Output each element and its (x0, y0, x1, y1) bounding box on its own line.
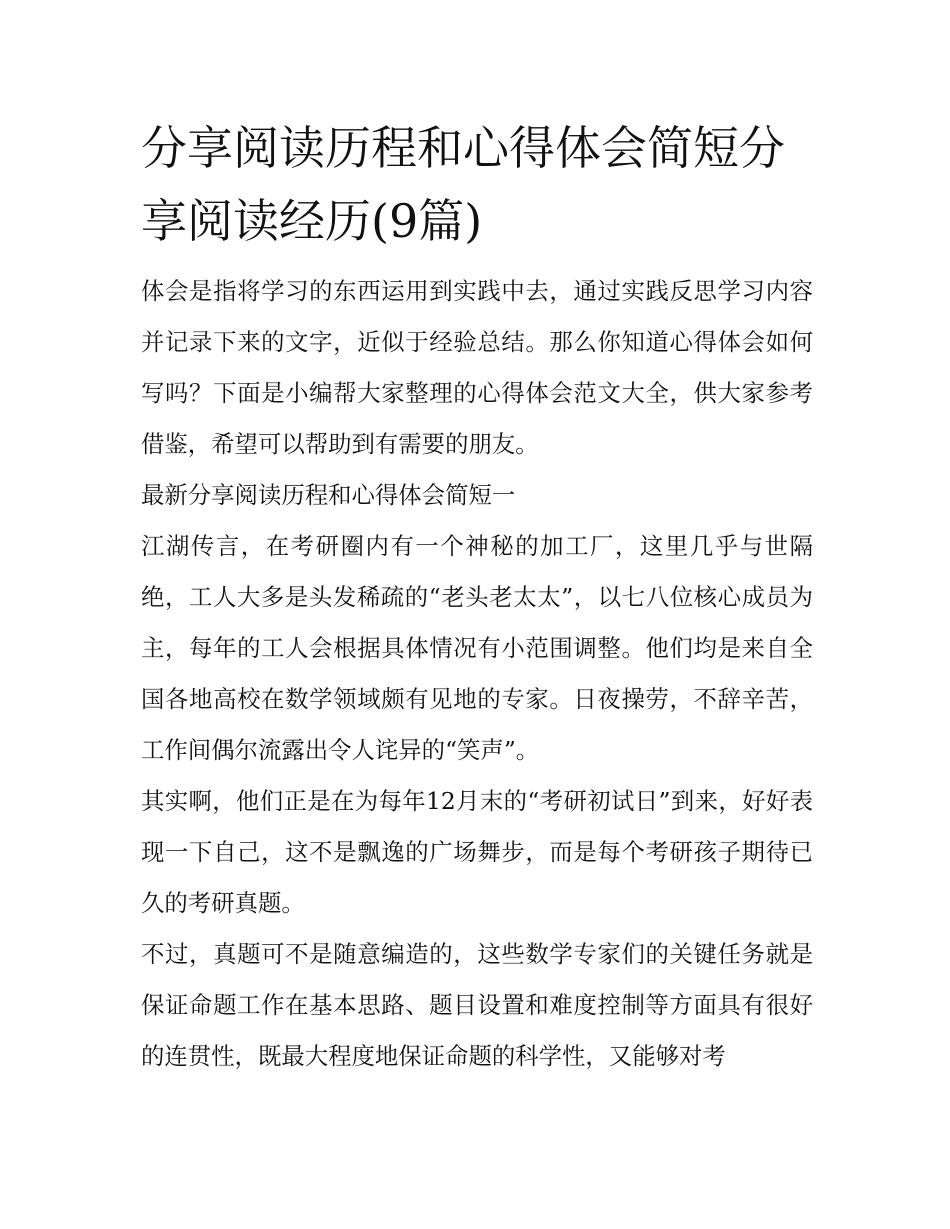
intro-paragraph: 体会是指将学习的东西运用到实践中去，通过实践反思学习内容并记录下来的文字，近似于经验总结。那么你知道心得体会如何写吗？下面是小编帮大家整理的心得体会范文大全，供大家参考借鉴，希望可以帮助到有需要的朋友。 (141, 277, 813, 458)
section-heading: 最新分享阅读历程和心得体会简短一 (141, 481, 516, 509)
body-paragraph: 其实啊，他们正是在为每年12月末的“考研初试日”到来，好好表现一下自己，这不是飘逸的广场舞步，而是每个考研孩子期待已久的考研真题。 (141, 787, 813, 917)
body-paragraph: 不过，真题可不是随意编造的，这些数学专家们的关键任务就是保证命题工作在基本思路、题目设置和难度控制等方面具有很好的连贯性，既最大程度地保证命题的科学性，又能够对考 (141, 940, 813, 1070)
document-title: 分享阅读历程和心得体会简短分享阅读经历(9篇) (141, 121, 785, 248)
document-content (141, 112, 813, 1082)
body-paragraph: 江湖传言，在考研圈内有一个神秘的加工厂，这里几乎与世隔绝，工人大多是头发稀疏的“老头老太太”，以七八位核心成员为主，每年的工人会根据具体情况有小范围调整。他们均是来自全国各地高校在数学领域颇有见地的专家。日夜操劳，不辞辛苦，工作间偶尔流露出令人诧异的“笑声”。 (141, 532, 813, 764)
